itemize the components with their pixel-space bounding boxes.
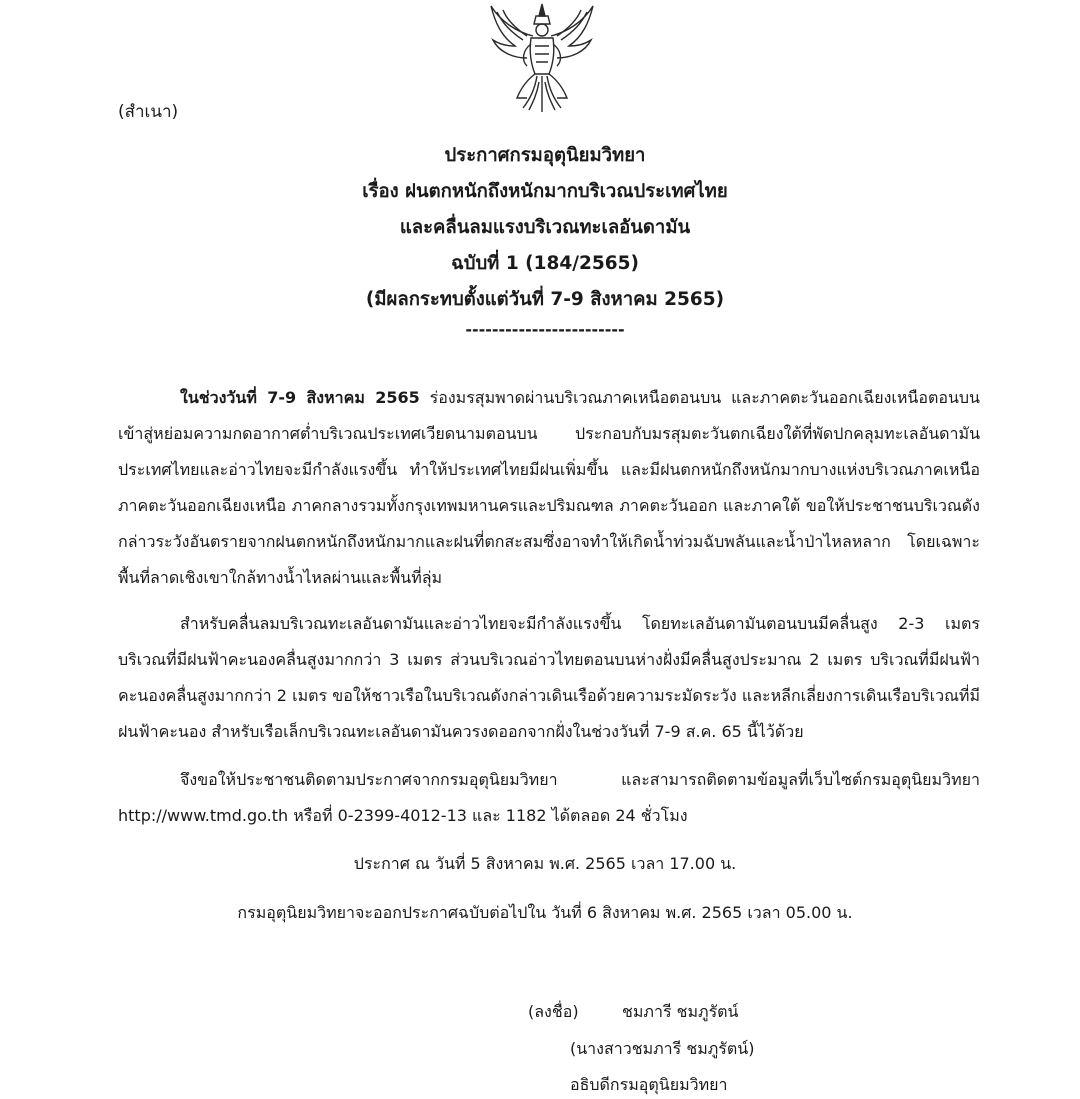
signatory-full-name: (นางสาวชมภารี ชมภูรัตน์) — [570, 1039, 755, 1058]
next-issue-notice: กรมอุตุนิยมวิทยาจะออกประกาศฉบับต่อไปใน วันที่ 6 สิงหาคม พ.ศ. 2565 เวลา 05.00 น. — [237, 903, 853, 922]
paragraph-1-lead: ในช่วงวันที่ 7-9 สิงหาคม 2565 — [180, 388, 420, 407]
header-title: ประกาศกรมอุตุนิยมวิทยา — [444, 145, 646, 166]
garuda-emblem-icon — [487, 2, 597, 114]
announcement-date: ประกาศ ณ วันที่ 5 สิงหาคม พ.ศ. 2565 เวลา 17.00 น. — [353, 854, 737, 873]
signature-name: ชมภารี ชมภูรัตน์ — [622, 1002, 739, 1021]
paragraph-2: สำหรับคลื่นลมบริเวณทะเลอันดามันและอ่าวไทยจะมีกำลังแรงขึ้น โดยทะเลอันดามันตอนบนมีคลื่นสูง 2-3 เมตร บริเวณที่มีฝนฟ้าคะนองคลื่นสูงมากกว่า 3 เมตร ส่วนบริเวณอ่าวไทยตอนบนห่างฝั่งมีคลื่นสูงประมาณ 2 เมตร บริเวณที่มีฝนฟ้าคะนองคลื่นสูงมากกว่า 2 เมตร ขอให้ชาวเรือในบริเวณดังกล่าวเดินเรือด้วยความระมัดระวัง และหลีกเลี่ยงการเดินเรือบริเวณที่มีฝนฟ้าคะนอง สำหรับเรือเล็กบริเวณทะเลอันดามันควรงดออกจากฝั่งในช่วงวันที่ 7-9 ส.ค. 65 นี้ไว้ด้วย — [118, 614, 980, 741]
paragraph-1-body: ร่องมรสุมพาดผ่านบริเวณภาคเหนือตอนบน และภาคตะวันออกเฉียงเหนือตอนบน เข้าสู่หย่อมความกดอากาศต่ำบริเวณประเทศเวียดนามตอนบน ประกอบกับมรสุมตะวันตกเฉียงใต้ที่พัดปกคลุมทะเลอันดามัน ประเทศไทยและอ่าวไทยจะมีกำลังแรงขึ้น ทำให้ประเทศไทยมีฝนเพิ่มขึ้น และมีฝนตกหนักถึงหนักมากบางแห่งบริเวณภาคเหนือ ภาคตะวันออกเฉียงเหนือ ภาคกลางรวมทั้งกรุงเทพมหานครและปริมณฑล ภาคตะวันออก และภาคใต้ ขอให้ประชาชนบริเวณดังกล่าวระวังอันตรายจากฝนตกหนักถึงหนักมากและฝนที่ตกสะสมซึ่งอาจทำให้เกิดน้ำท่วมฉับพลันและน้ำป่าไหลหลาก โดยเฉพาะพื้นที่ลาดเชิงเขาใกล้ทางน้ำไหลผ่านและพื้นที่ลุ่ม — [118, 388, 980, 587]
paragraph-3: จึงขอให้ประชาชนติดตามประกาศจากกรมอุตุนิยมวิทยา และสามารถติดตามข้อมูลที่เว็บไซต์กรมอุตุนิยมวิทยา http://www.tmd.go.th หรือที่ 0-2399-4012-13 และ 1182 ได้ตลอด 24 ชั่วโมง — [118, 770, 980, 825]
paragraph-1 — [118, 380, 980, 596]
signatory-title: อธิบดีกรมอุตุนิยมวิทยา — [570, 1075, 728, 1094]
header-subject: เรื่อง ฝนตกหนักถึงหนักมากบริเวณประเทศไทย — [362, 181, 728, 202]
header-effective-date: (มีผลกระทบตั้งแต่วันที่ 7-9 สิงหาคม 2565) — [365, 289, 725, 310]
copy-tag: (สำเนา) — [118, 102, 179, 122]
header-separator: ------------------------ — [465, 320, 625, 339]
announcement-header — [0, 138, 1080, 342]
header-issue-number: ฉบับที่ 1 (184/2565) — [451, 253, 639, 274]
header-subject-cont: และคลื่นลมแรงบริเวณทะเลอันดามัน — [399, 217, 691, 238]
signature-label: (ลงชื่อ) — [528, 1002, 579, 1021]
